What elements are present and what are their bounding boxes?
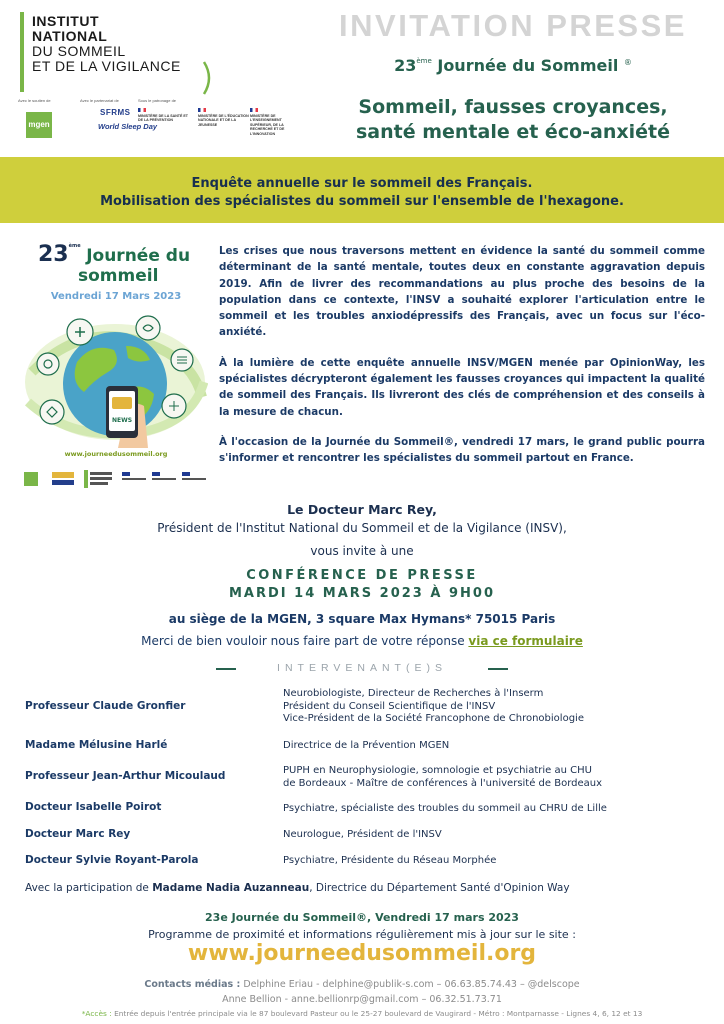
conference-title: CONFÉRENCE DE PRESSE <box>246 568 478 583</box>
phone-news-label: NEWS <box>111 417 133 424</box>
journee-heading: 23ème Journée du Sommeil ® <box>394 56 632 75</box>
banner-line-1: Enquête annuelle sur le sommeil des Français. <box>191 176 533 191</box>
intro-paragraph-2: À la lumière de cette enquête annuelle INSV/MGEN menée par OpinionWay, les spécialistes décrypteront également les fausses croyances qui impactent la qualité de sommeil des Français. Ils livreront des clés de compréhension et des conseils à la mesure de chacun. <box>219 356 705 418</box>
ministry-education-logo: MINISTÈRE DE L'ÉDUCATION NATIONALE ET DE LA JEUNESSE <box>198 108 250 127</box>
poster-title: 23ème Journée du <box>38 242 191 267</box>
logo-line-3: DU SOMMEIL <box>32 43 126 59</box>
rsvp-line <box>0 634 724 648</box>
logo-swoosh-icon <box>200 60 216 96</box>
speaker-role: Psychiatre, Présidente du Réseau Morphée <box>283 855 497 866</box>
speaker-name: Madame Mélusine Harlé <box>25 739 168 751</box>
host-role: Président de l'Institut National du Sommeil et de la Vigilance (INSV), <box>157 521 567 535</box>
poster-partner-logos-icon <box>22 462 210 492</box>
logo-line-2: NATIONAL <box>32 28 108 44</box>
logo-line-1: INSTITUT <box>32 13 99 29</box>
intro-paragraph-3: À l'occasion de la Journée du Sommeil®, vendredi 17 mars, le grand public pourra s'informer et rencontrer les spécialistes du sommeil partout en France. <box>219 435 705 465</box>
speaker-name: Docteur Sylvie Royant-Parola <box>25 854 199 866</box>
logo-line-4: ET DE LA VIGILANCE <box>32 58 181 74</box>
media-contact-2: Anne Bellion - anne.bellionrp@gmail.com – 06.32.51.73.71 <box>222 994 502 1005</box>
footer-website-link[interactable]: www.journeedusommeil.org <box>187 941 537 966</box>
footer-event-line: 23e Journée du Sommeil®, Vendredi 17 mars 2023 <box>205 911 519 924</box>
theme-title <box>328 95 698 145</box>
speaker-role: Neurobiologiste, Directeur de Recherches à l'Inserm Président du Conseil Scientifique de l'INSV Vice-Président de la Société Francophone de Chronobiologie <box>283 688 584 724</box>
partner-logos <box>18 98 318 150</box>
speakers-divider-left <box>216 668 236 670</box>
globe-illustration-icon <box>22 302 208 448</box>
event-poster <box>18 236 212 494</box>
intro-text <box>219 243 705 481</box>
french-flag-icon <box>138 108 146 112</box>
survey-banner-text <box>0 175 724 211</box>
partner-caption-support: Avec le soutien de <box>18 98 51 103</box>
world-sleep-day-logo: World Sleep Day <box>98 122 158 131</box>
insv-logo <box>32 14 181 74</box>
access-info: *Accès : Entrée depuis l'entrée principale via le 87 boulevard Pasteur ou le 25-27 boulevard de Vaugirard - Métro : Montparnasse - Lignes 4, 6, 12 et 13 <box>81 1009 643 1018</box>
speaker-name: Docteur Marc Rey <box>25 828 131 840</box>
speaker-name: Professeur Claude Gronfier <box>25 700 186 712</box>
conference-venue: au siège de la MGEN, 3 square Max Hymans* 75015 Paris <box>168 612 556 626</box>
speakers-divider-right <box>488 668 508 670</box>
theme-line-2: santé mentale et éco-anxiété <box>355 121 670 143</box>
sfrms-logo: SFRMS <box>100 108 131 117</box>
poster-url: www.journeedusommeil.org <box>64 450 168 458</box>
intro-paragraph-1: Les crises que nous traversons mettent en évidence la santé du sommeil comme déterminant de la santé mentale, toutes deux en constante aggravation depuis 2019. Afin de livrer des recommandations au plus proche des besoins de la population dans ce contexte, l'INSV a souhaité explorer l'articulation entre le sommeil et les troubles anxiodépressifs des Français, avec un focus sur l'éco-anxiété. <box>219 245 705 339</box>
insv-logo-bar <box>20 12 24 92</box>
ministry-research-logo: MINISTÈRE DE L'ENSEIGNEMENT SUPÉRIEUR, DE LA RECHERCHE ET DE L'INNOVATION <box>250 108 302 136</box>
partner-caption-patronage: Sous le patronage de <box>138 98 177 103</box>
poster-sommeil: sommeil <box>78 266 159 286</box>
partner-caption-partnership: Avec le partenariat de <box>80 98 119 103</box>
speaker-name: Professeur Jean-Arthur Micoulaud <box>25 770 226 782</box>
french-flag-icon <box>198 108 206 112</box>
mgen-logo: mgen <box>26 112 52 138</box>
host-name: Le Docteur Marc Rey, <box>287 502 437 517</box>
banner-line-2: Mobilisation des spécialistes du sommeil sur l'ensemble de l'hexagone. <box>100 194 624 209</box>
french-flag-icon <box>250 108 258 112</box>
invitation-title: INVITATION PRESSE <box>339 8 687 43</box>
poster-date: Vendredi 17 Mars 2023 <box>50 291 182 302</box>
ministry-health-logo: MINISTÈRE DE LA SANTÉ ET DE LA PRÉVENTION <box>138 108 190 123</box>
invites-text: vous invite à une <box>310 544 414 558</box>
participation-line: Avec la participation de Madame Nadia Auzanneau, Directrice du Département Santé d'Opinion Way <box>25 882 570 894</box>
speaker-role: Directrice de la Prévention MGEN <box>283 740 450 751</box>
conference-datetime: MARDI 14 MARS 2023 À 9H00 <box>229 586 495 601</box>
footer-program-line: Programme de proximité et informations régulièrement mis à jour sur le site : <box>148 928 576 941</box>
speaker-role: Psychiatre, spécialiste des troubles du sommeil au CHRU de Lille <box>283 803 607 814</box>
speaker-role: PUPH en Neurophysiologie, somnologie et psychiatrie au CHU de Bordeaux - Maître de conférences à l'université de Bordeaux <box>283 765 603 789</box>
media-contact-1: Contacts médias : Delphine Eriau - delphine@publik-s.com – 06.63.85.74.43 – @delscope <box>144 979 580 990</box>
rsvp-text: Merci de bien vouloir nous faire part de votre réponse <box>141 634 465 648</box>
speaker-name: Docteur Isabelle Poirot <box>25 801 162 813</box>
speaker-role: Neurologue, Président de l'INSV <box>283 829 442 840</box>
speakers-heading: INTERVENANT(E)S <box>277 662 447 674</box>
theme-line-1: Sommeil, fausses croyances, <box>358 96 668 118</box>
rsvp-form-link[interactable]: via ce formulaire <box>468 634 583 648</box>
